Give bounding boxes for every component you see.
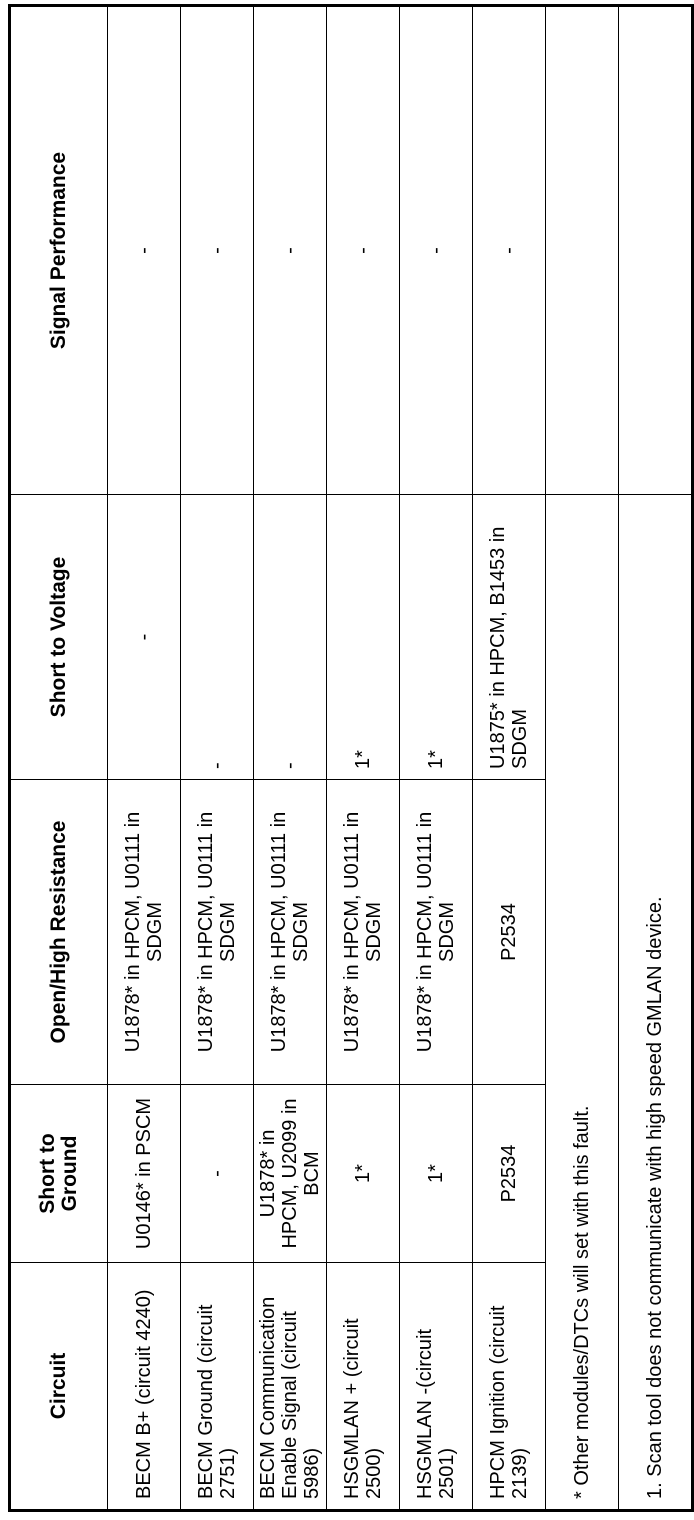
signal-performance-cell: - xyxy=(473,6,546,495)
short-to-voltage-cell: 1* xyxy=(327,495,400,780)
table-row xyxy=(108,6,181,1511)
header-signal-performance: Signal Performance xyxy=(10,6,108,495)
short-to-ground-cell: 1* xyxy=(400,1085,473,1263)
blank-cell xyxy=(546,6,619,495)
open-high-resistance-cell: U1878* in HPCM, U0111 in SDGM xyxy=(108,780,181,1085)
open-high-resistance-cell: U1878* in HPCM, U0111 in SDGM xyxy=(327,780,400,1085)
short-to-voltage-cell: - xyxy=(254,495,327,780)
header-open-high-resistance: Open/High Resistance xyxy=(10,780,108,1085)
blank-cell xyxy=(619,6,693,495)
footnote-asterisk: * Other modules/DTCs will set with this fault. xyxy=(546,495,619,1511)
short-to-ground-cell: - xyxy=(181,1085,254,1263)
short-to-ground-cell: 1* xyxy=(327,1085,400,1263)
circuit-cell: BECM Ground (circuit 2751) xyxy=(181,1263,254,1511)
table-row xyxy=(181,6,254,1511)
table-row xyxy=(254,6,327,1511)
circuit-cell: HSGMLAN -(circuit 2501) xyxy=(400,1263,473,1511)
open-high-resistance-cell: U1878* in HPCM, U0111 in SDGM xyxy=(400,780,473,1085)
circuit-cell: HPCM Ignition (circuit 2139) xyxy=(473,1263,546,1511)
open-high-resistance-cell: U1878* in HPCM, U0111 in SDGM xyxy=(181,780,254,1085)
dtc-table xyxy=(8,4,694,1512)
short-to-voltage-cell: U1875* in HPCM, B1453 in SDGM xyxy=(473,495,546,780)
circuit-cell: BECM Communication Enable Signal (circuit 5986) xyxy=(254,1263,327,1511)
circuit-cell: BECM B+ (circuit 4240) xyxy=(108,1263,181,1511)
header-circuit: Circuit xyxy=(10,1263,108,1511)
signal-performance-cell: - xyxy=(181,6,254,495)
circuit-cell: HSGMLAN + (circuit 2500) xyxy=(327,1263,400,1511)
short-to-ground-cell: P2534 xyxy=(473,1085,546,1263)
short-to-ground-cell: U0146* in PSCM xyxy=(108,1085,181,1263)
short-to-ground-cell: U1878* in HPCM, U2099 in BCM xyxy=(254,1085,327,1263)
short-to-voltage-cell: 1* xyxy=(400,495,473,780)
signal-performance-cell: - xyxy=(327,6,400,495)
table-row xyxy=(400,6,473,1511)
signal-performance-cell: - xyxy=(254,6,327,495)
short-to-voltage-cell: - xyxy=(108,495,181,780)
table-header-row xyxy=(10,6,108,1511)
signal-performance-cell: - xyxy=(400,6,473,495)
open-high-resistance-cell: U1878* in HPCM, U0111 in SDGM xyxy=(254,780,327,1085)
header-short-to-voltage: Short to Voltage xyxy=(10,495,108,780)
short-to-voltage-cell: - xyxy=(181,495,254,780)
table-row xyxy=(473,6,546,1511)
table-row xyxy=(327,6,400,1511)
open-high-resistance-cell: P2534 xyxy=(473,780,546,1085)
footnote-1: 1. Scan tool does not communicate with high speed GMLAN device. xyxy=(619,495,693,1511)
footnote-row xyxy=(546,6,619,1511)
signal-performance-cell: - xyxy=(108,6,181,495)
header-short-to-ground: Short to Ground xyxy=(10,1085,108,1263)
footnote-row xyxy=(619,6,693,1511)
